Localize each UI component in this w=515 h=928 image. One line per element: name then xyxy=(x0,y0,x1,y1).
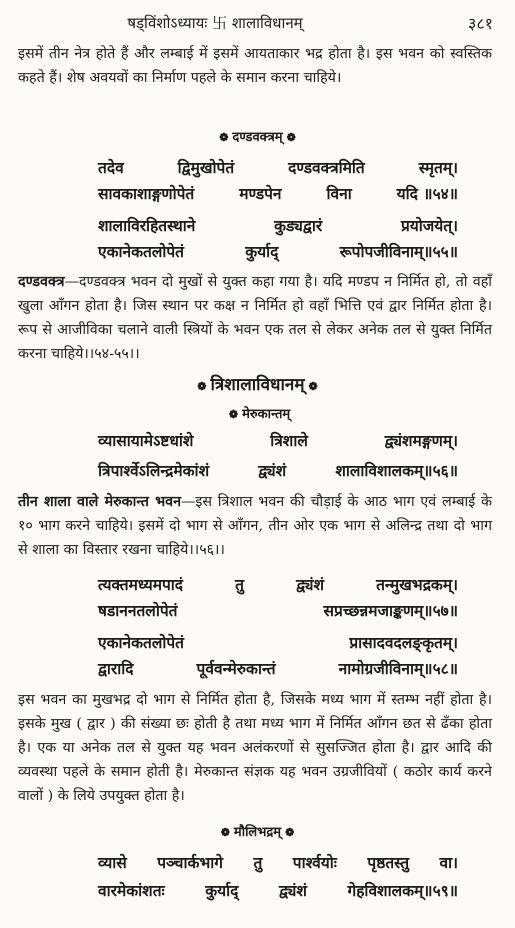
section-heading-trishala: ❁ त्रिशालाविधानम् ❁ xyxy=(197,375,318,395)
subsection-heading-maulibhadra: ❁ मौलिभद्रम् ❁ xyxy=(220,825,295,840)
flower-ornament-icon: ❁ xyxy=(286,131,296,144)
verse-line-10: द्वारादि पूर्ववन्मेरुकान्तं नामोग्रजीविनाम्॥५८॥ xyxy=(98,659,458,678)
verse-line-6: त्रिपार्श्वेऽलिन्द्रमेकांशं द्व्यंशं शालाविशालकम्॥५६॥ xyxy=(98,461,458,480)
flower-ornament-icon: ❁ xyxy=(285,826,295,839)
verse-line-11: व्यासे पञ्चार्कभागे तु पार्श्वयोः पृष्ठतस्तु वा। xyxy=(98,853,458,872)
verse-line-2: सावकाशाङ्गणोपेतं मण्डपेन विना यदि ॥५४॥ xyxy=(98,184,458,203)
subsection-heading-merukanta: ❁ मेरुकान्तम् xyxy=(228,407,291,422)
verse-line-7: त्यक्तमध्यमपादं तु द्व्यंशं तन्मुखभद्रकम्। xyxy=(98,575,458,594)
verse-line-4: एकानेकतलोपेतं कुर्याद् रूपोपजीविनाम्॥५५॥ xyxy=(98,242,458,261)
flower-ornament-icon: ❁ xyxy=(197,380,207,393)
chapter-title: षड्विंशोऽध्यायः 卐 शालाविधानम् xyxy=(127,14,303,32)
verse-line-9: एकानेकतलोपेतं प्रासादवदलङ्कृतम्। xyxy=(98,633,458,652)
running-header xyxy=(0,10,515,36)
paragraph-2: दण्डवक्त्र—दण्डवक्त्र भवन दो मुखों से युक्त कहा गया है। यदि मण्डप न निर्मित हो, तो वहाँ खुला आँगन होता है। जिस स्थान पर कक्ष न निर्मित हो वहाँ भित्ति एवं द्वार निर्मित होता है। रूप से आजीविका चलाने वाली स्त्रियों के भवन एक तल से लेकर अनेक तल से युक्त निर्मित करना चाहिये।।५४-५५।। xyxy=(18,274,492,362)
flower-ornament-icon: ❁ xyxy=(228,408,239,421)
paragraph-1: इसमें तीन नेत्र होते हैं और लम्बाई में इसमें आयताकार भद्र होता है। इस भवन को स्वस्तिक कहते हैं। शेष अवयवों का निर्माण पहले के समान करना चाहिये। xyxy=(18,46,492,86)
verse-line-5: व्यासायामेऽष्टधांशे त्रिशाले द्व्यंशमङ्गणम्। xyxy=(98,431,458,450)
flower-ornament-icon: ❁ xyxy=(219,131,229,144)
section-heading-dandavaktra: ❁ दण्डवक्त्रम् ❁ xyxy=(219,130,296,145)
verse-line-12: वारमेकांशतः कुर्याद् द्व्यंशं गेहविशालकम्॥५९॥ xyxy=(98,881,458,900)
flower-ornament-icon: ❁ xyxy=(308,380,318,393)
paragraph-3: तीन शाला वाले मेरुकान्त भवन—इस त्रिशाल भवन की चौड़ाई के आठ भाग एवं लम्बाई के १० भाग करने चाहिये। इसमें दो भाग से आँगन, तीन ओर एक भाग से अलिन्द्र तथा दो भाग से शाला का विस्तार रखना चाहिये।।५६।। xyxy=(18,494,492,558)
page-number: ३८१ xyxy=(468,14,493,33)
verse-line-8: षडाननतलोपेतं सप्रच्छन्नमजाङ्कणम्॥५७॥ xyxy=(98,601,458,620)
paragraph-4: इस भवन का मुखभद्र दो भाग से निर्मित होता है, जिसके मध्य भाग में स्तम्भ नहीं होता है। इसके मुख ( द्वार ) की संख्या छः होती है तथा मध्य भाग में निर्मित आँगन छत से ढँका होता है। एक या अनेक तल से युक्त यह भवन अलंकरणों से सुसज्जित होता है। द्वार आदि की व्यवस्था पहले के समान होती है। मेरुकान्त संज्ञक यह भवन उग्रजीवियों ( कठोर कार्य करने वालों ) के लिये उपयुक्त होता है। xyxy=(18,692,492,804)
flower-ornament-icon: ❁ xyxy=(220,826,230,839)
verse-line-3: शालाविरहितस्थाने कुड्यद्वारं प्रयोजयेत्। xyxy=(98,216,458,235)
verse-line-1: तदेव द्विमुखोपेतं दण्डवक्त्रमिति स्मृतम्। xyxy=(98,158,458,177)
